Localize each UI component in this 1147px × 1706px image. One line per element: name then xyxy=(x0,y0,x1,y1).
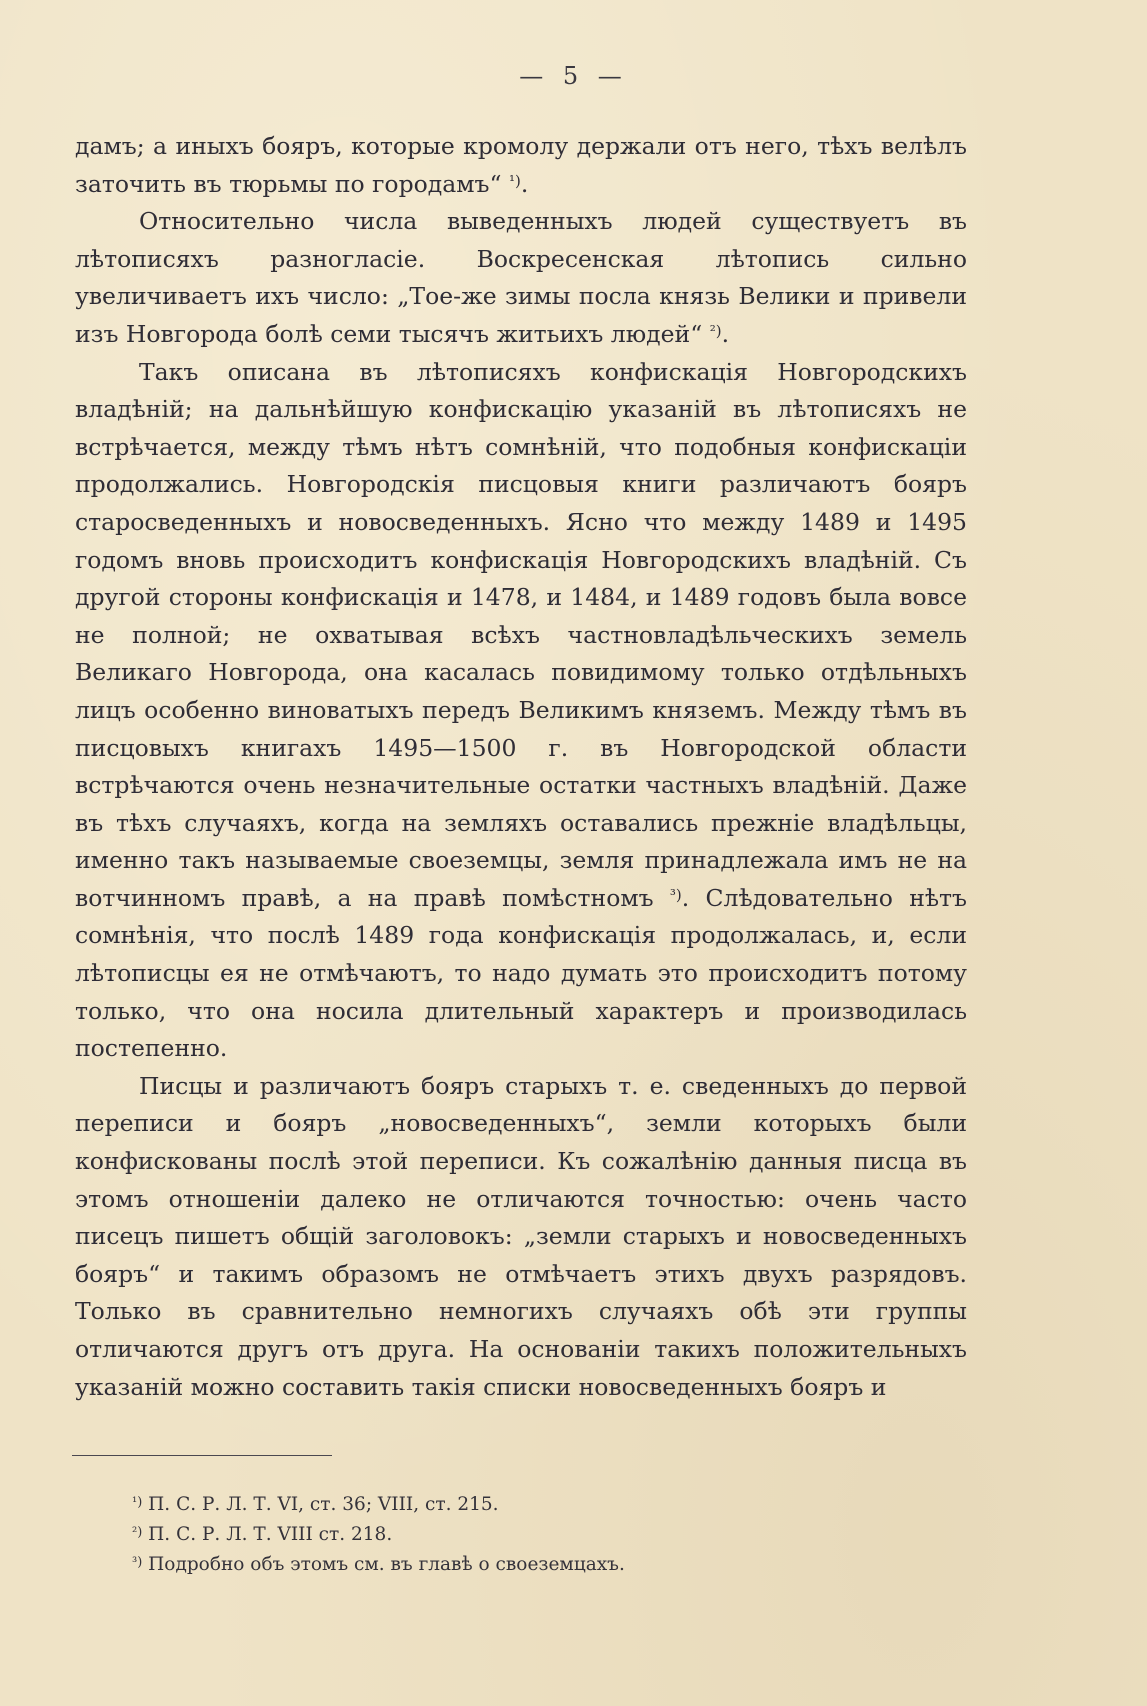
footnote-1-text: П. С. Р. Л. Т. VI, ст. 36; VIII, ст. 215. xyxy=(142,1494,499,1515)
paragraph-4-text: Писцы и различаютъ бояръ старыхъ т. е. сведенныхъ до первой переписи и бояръ „новосведенныхъ“, земли которыхъ были конфискованы послѣ этой переписи. Къ сожалѣнію данныя писца въ этомъ отношеніи далеко не отличаются точностью: очень часто писецъ пишетъ общій заголовокъ: „земли старыхъ и новосведенныхъ бояръ“ и такимъ образомъ не отмѣчаетъ этихъ двухъ разрядовъ. Только въ сравнительно немногихъ случаяхъ обѣ эти группы отличаются другъ отъ друга. На основаніи такихъ положительныхъ указаній можно составить такія списки новосведенныхъ бояръ и xyxy=(75,1071,967,1401)
footnote-2-text: П. С. Р. Л. Т. VIII ст. 218. xyxy=(142,1524,393,1545)
footnote-1-mark: ¹) xyxy=(132,1495,143,1510)
paragraph-1-text: дамъ; а иныхъ бояръ, которые кромолу держали отъ него, тѣхъ велѣлъ заточить въ тюрьмы по городамъ“ xyxy=(75,132,967,198)
body-text xyxy=(75,128,967,1406)
footnote-2-mark: ²) xyxy=(132,1525,143,1540)
footnote-3 xyxy=(132,1550,932,1580)
footnote-3-text: Подробно объ этомъ см. въ главѣ о своеземцахъ. xyxy=(142,1554,625,1575)
footnote-divider xyxy=(72,1455,332,1456)
paragraph-3-tail: . Слѣдовательно нѣтъ сомнѣнія, что послѣ 1489 года конфискація продолжалась, и, если лѣтописцы ея не отмѣчаютъ, то надо думать это происходитъ потому только, что она носила длительный характеръ и производилась постепенно. xyxy=(75,883,968,1063)
footnote-ref-1[interactable]: ¹) xyxy=(508,171,521,190)
footnotes xyxy=(132,1490,932,1580)
paragraph-2-text: Относительно числа выведенныхъ людей существуетъ въ лѣтописяхъ разногласіе. Воскресенская лѣтопись сильно увеличиваетъ ихъ число: „Тое-же зимы посла князь Велики и привели изъ Новгорода болѣ семи тысячъ житьихъ людей“ xyxy=(75,207,967,348)
footnote-3-mark: ³) xyxy=(132,1555,143,1570)
paragraph-3 xyxy=(75,354,967,1068)
paragraph-2-tail: . xyxy=(721,319,730,348)
page-number: — 5 — xyxy=(519,62,628,90)
paragraph-2 xyxy=(75,203,967,353)
footnote-ref-3[interactable]: ³) xyxy=(669,885,682,904)
paragraph-1-tail: . xyxy=(520,169,529,198)
paragraph-4 xyxy=(75,1068,967,1406)
footnote-2 xyxy=(132,1520,932,1550)
footnote-1 xyxy=(132,1490,932,1520)
paragraph-1 xyxy=(75,128,967,203)
paragraph-3-text: Такъ описана въ лѣтописяхъ конфискація Новгородскихъ владѣній; на дальнѣйшую конфискацію указаній въ лѣтописяхъ не встрѣчается, между тѣмъ нѣтъ сомнѣній, что подобныя конфискаціи продолжались. Новгородскія писцовыя книги различаютъ бояръ старосведенныхъ и новосведенныхъ. Ясно что между 1489 и 1495 годомъ вновь происходитъ конфискація Новгородскихъ владѣній. Съ другой стороны конфискація и 1478, и 1484, и 1489 годовъ была вовсе не полной; не охватывая всѣхъ частновладѣльческихъ земель Великаго Новгорода, она касалась повидимому только отдѣльныхъ лицъ особенно виноватыхъ передъ Великимъ княземъ. Между тѣмъ въ писцовыхъ книгахъ 1495—1500 г. въ Новгородской области встрѣчаются очень незначительные остатки частныхъ владѣній. Даже въ тѣхъ случаяхъ, когда на земляхъ оставались прежніе владѣльцы, именно такъ называемые своеземцы, земля принадлежала имъ не на вотчинномъ правѣ, а на правѣ помѣстномъ xyxy=(75,357,967,912)
footnote-ref-2[interactable]: ²) xyxy=(709,321,722,340)
